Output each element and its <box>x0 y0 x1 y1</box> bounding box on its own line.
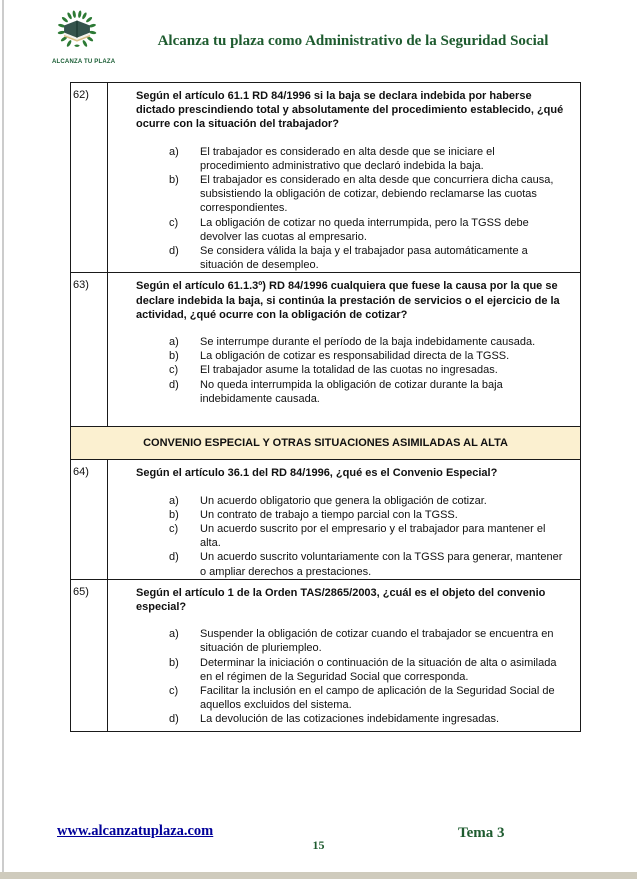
options-list <box>169 335 566 406</box>
section-header-row <box>71 427 581 460</box>
options-list <box>169 494 566 579</box>
option-text: Un acuerdo obligatorio que genera la obligación de cotizar. <box>200 494 487 507</box>
option-label: b) <box>169 508 179 521</box>
option-label: d) <box>169 713 179 726</box>
page-bottom-edge <box>0 872 637 879</box>
option-label: c) <box>169 523 179 536</box>
options-list <box>169 145 566 273</box>
option-item <box>169 349 566 363</box>
option-label: b) <box>169 350 179 363</box>
option-text: Suspender la obligación de cotizar cuando el trabajador se encuentra en situación de pluriempleo. <box>200 628 554 655</box>
page-left-edge <box>2 0 4 879</box>
option-item <box>169 216 566 244</box>
option-label: a) <box>169 145 179 158</box>
brand-logo <box>52 8 116 65</box>
question-number: 64) <box>71 460 108 579</box>
question-text: Según el artículo 36.1 del RD 84/1996, ¿qué es el Convenio Especial? <box>136 467 498 480</box>
tema-label: Tema 3 <box>458 825 505 841</box>
option-item <box>169 522 566 550</box>
option-text: El trabajador asume la totalidad de las cuotas no ingresadas. <box>200 364 498 377</box>
page-number: 15 <box>312 838 325 852</box>
question-text: Según el artículo 1 de la Orden TAS/2865/2003, ¿cuál es el objeto del convenio especial? <box>136 586 546 614</box>
option-item <box>169 494 566 508</box>
option-item <box>169 550 566 578</box>
option-label: c) <box>169 685 179 698</box>
option-text: La devolución de las cotizaciones indebidamente ingresadas. <box>200 713 500 726</box>
option-text: La obligación de cotizar no queda interrumpida, pero la TGSS debe devolver las cuotas al empresario. <box>200 216 529 243</box>
option-item <box>169 145 566 173</box>
brand-name: ALCANZA TU PLAZA <box>52 59 116 65</box>
question-row-64 <box>71 460 581 579</box>
option-label: b) <box>169 174 179 187</box>
option-text: El trabajador es considerado en alta desde que concurriera dicha causa, subsistiendo la obligación de cotizar, debiendo reclamarse las cuotas correspondientes. <box>200 174 554 215</box>
option-text: Se interrumpe durante el período de la baja indebidamente causada. <box>200 336 536 349</box>
option-text: El trabajador es considerado en alta desde que se iniciare el procedimiento administrativo que declaró indebida la baja. <box>200 145 495 172</box>
option-item <box>169 335 566 349</box>
option-text: Un contrato de trabajo a tiempo parcial con la TGSS. <box>200 508 458 521</box>
question-row-62 <box>71 83 581 273</box>
option-text: No queda interrumpida la obligación de cotizar durante la baja indebidamente causada. <box>200 378 503 405</box>
option-text: Un acuerdo suscrito voluntariamente con la TGSS para generar, mantener o ampliar derechos a prestaciones. <box>200 551 563 578</box>
option-item <box>169 656 566 684</box>
questions-table <box>70 82 581 732</box>
option-item <box>169 363 566 377</box>
question-number: 65) <box>71 579 108 731</box>
laurel-book-icon <box>54 8 100 53</box>
question-number: 63) <box>71 273 108 427</box>
website-link[interactable]: www.alcanzatuplaza.com <box>57 823 214 839</box>
option-item <box>169 173 566 216</box>
question-row-63 <box>71 273 581 427</box>
option-text: La obligación de cotizar es responsabilidad directa de la TGSS. <box>200 350 510 363</box>
option-item <box>169 627 566 655</box>
question-text: Según el artículo 61.1.3º) RD 84/1996 cualquiera que fuese la causa por la que se declare indebida la baja, si continúa la prestación de servicios o el ejercicio de la actividad, ¿qué ocurre con la obligación de cotizar? <box>136 280 560 321</box>
option-label: d) <box>169 378 179 391</box>
option-label: a) <box>169 336 179 349</box>
option-label: b) <box>169 656 179 669</box>
question-text: Según el artículo 61.1 RD 84/1996 si la baja se declara indebida por haberse dictado prescindiendo total y absolutamente del procedimiento establecido, ¿qué ocurre con la situación del trabajador? <box>136 90 564 131</box>
option-text: Facilitar la inclusión en el campo de aplicación de la Seguridad Social de aquellos excluidos del sistema. <box>200 685 555 712</box>
option-label: a) <box>169 494 179 507</box>
option-item <box>169 378 566 406</box>
option-item <box>169 244 566 272</box>
option-label: d) <box>169 551 179 564</box>
option-label: d) <box>169 245 179 258</box>
option-label: a) <box>169 628 179 641</box>
option-text: Se considera válida la baja y el trabajador pasa automáticamente a situación de desempleo. <box>200 245 528 272</box>
option-item <box>169 712 566 726</box>
section-header: CONVENIO ESPECIAL Y OTRAS SITUACIONES ASIMILADAS AL ALTA <box>71 427 581 460</box>
question-number: 62) <box>71 83 108 273</box>
question-row-65 <box>71 579 581 731</box>
option-label: c) <box>169 364 179 377</box>
option-text: Determinar la iniciación o continuación de la situación de alta o asimilada en el régimen de la Seguridad Social que corresponda. <box>200 656 557 683</box>
options-list <box>169 627 566 726</box>
document-title: Alcanza tu plaza como Administrativo de la Seguridad Social <box>157 33 549 49</box>
option-text: Un acuerdo suscrito por el empresario y el trabajador para mantener el alta. <box>200 523 546 550</box>
option-item <box>169 508 566 522</box>
option-item <box>169 684 566 712</box>
option-label: c) <box>169 216 179 229</box>
